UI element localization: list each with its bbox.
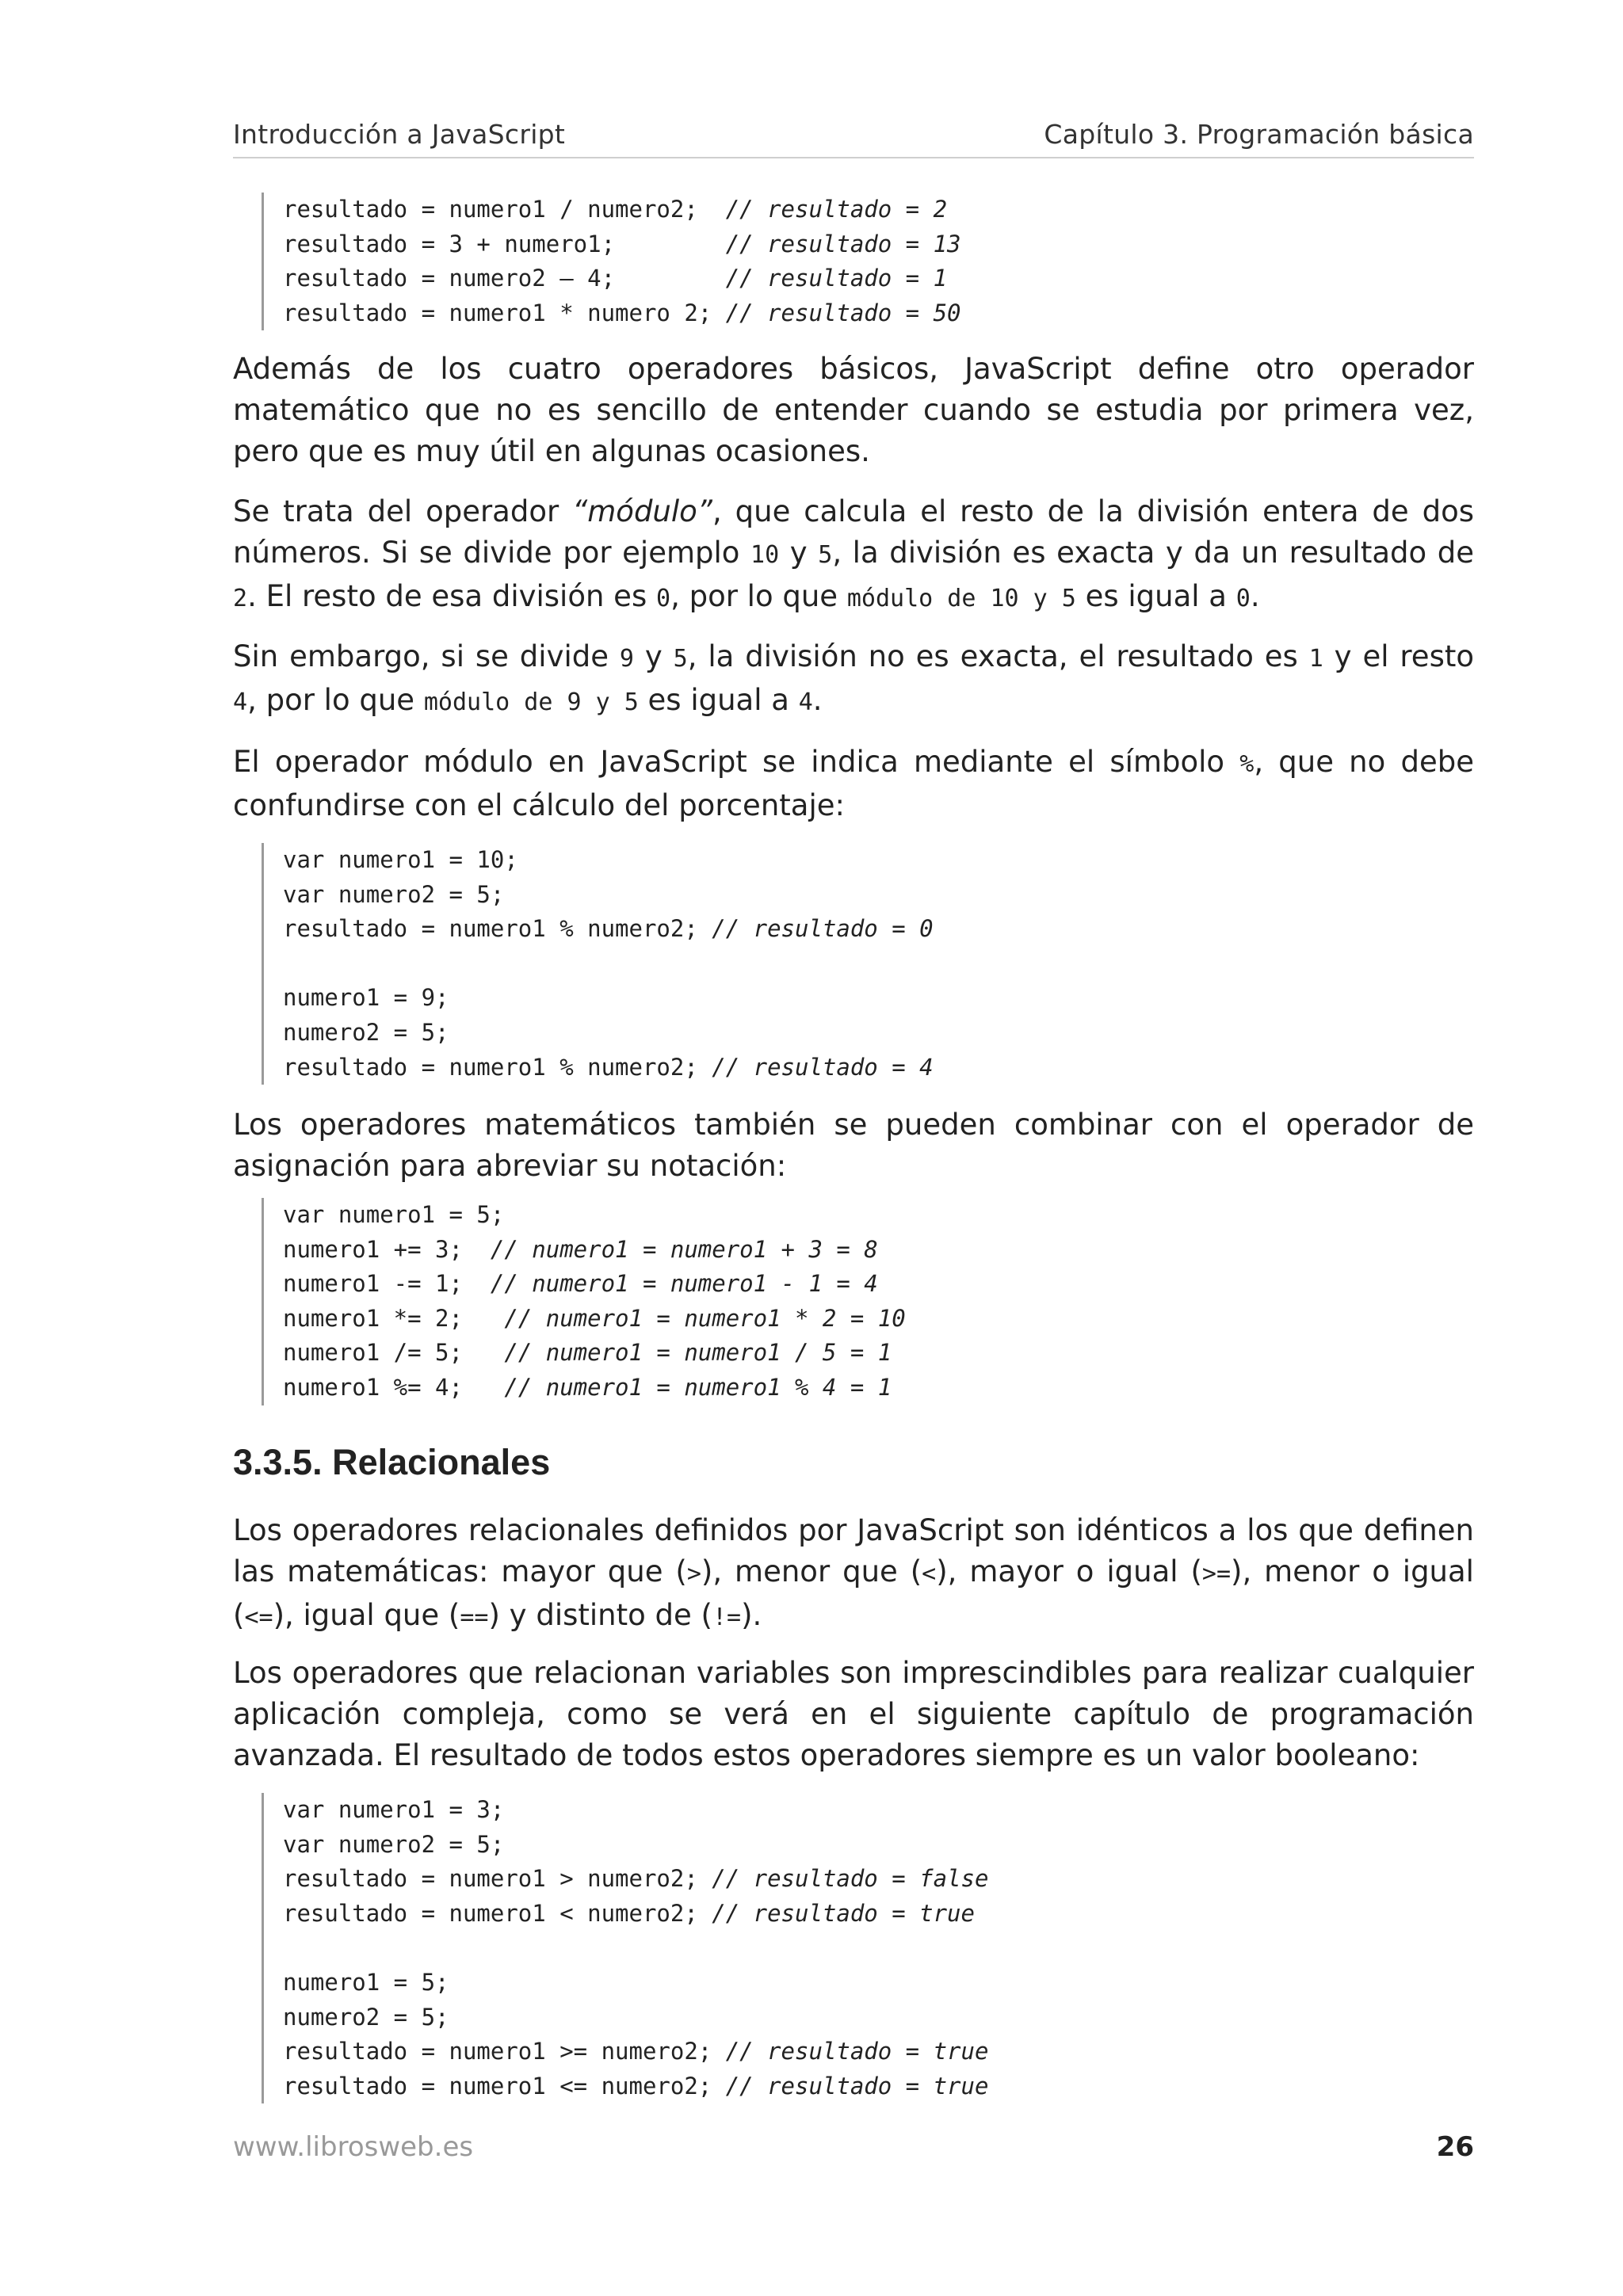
code-text: numero2 = 5; — [283, 2003, 449, 2031]
code-block-modulo — [262, 843, 934, 1085]
footer-website-link[interactable]: www.librosweb.es — [233, 2131, 474, 2163]
code-line — [283, 1371, 906, 1405]
code-line — [283, 227, 961, 262]
text-span: ), menor o igual ( — [233, 1554, 1474, 1632]
code-comment: // resultado = false — [712, 1865, 989, 1893]
inline-code: 0 — [1235, 585, 1251, 612]
code-text: resultado = 3 + numero1; — [283, 230, 726, 257]
text-span: Los operadores relacionales definidos por JavaScript son idénticos a los que definen las matemáticas: mayor que ( — [233, 1513, 1474, 1589]
code-comment: // resultado = 13 — [725, 230, 961, 257]
code-text: resultado = numero2 – 4; — [283, 265, 726, 292]
inline-code: > — [686, 1560, 701, 1588]
inline-code: <= — [244, 1604, 273, 1631]
text-span: El operador módulo en JavaScript se indica mediante el símbolo — [233, 745, 1240, 779]
inline-code: >= — [1201, 1560, 1232, 1588]
text-span: , la división es exacta y da un resultado de — [832, 536, 1474, 570]
code-line — [283, 1828, 988, 1863]
text-span: ), mayor o igual ( — [936, 1554, 1202, 1589]
inline-code: 2 — [233, 585, 248, 612]
code-comment: // resultado = 0 — [712, 915, 934, 943]
code-line — [283, 1793, 988, 1828]
code-line — [283, 261, 961, 296]
code-text: resultado = numero1 / numero2; — [283, 196, 726, 223]
code-line — [283, 1336, 906, 1371]
code-text: numero1 += 3; — [283, 1235, 491, 1263]
code-text: resultado = numero1 >= numero2; — [283, 2038, 726, 2065]
code-text: resultado = numero1 % numero2; — [283, 1053, 712, 1081]
header-chapter-title: Capítulo 3. Programación básica — [1044, 119, 1474, 150]
inline-code: 4 — [233, 688, 248, 716]
code-comment: // numero1 = numero1 / 5 = 1 — [504, 1339, 892, 1367]
code-line — [283, 1897, 988, 1932]
code-text: numero1 = 5; — [283, 1968, 449, 1996]
inline-code: != — [712, 1604, 742, 1631]
inline-code: 1 — [1308, 645, 1323, 673]
code-line — [283, 981, 934, 1016]
inline-code: 5 — [818, 541, 833, 569]
header-book-title: Introducción a JavaScript — [233, 119, 566, 150]
code-text: var numero2 = 5; — [283, 880, 505, 908]
code-comment: // resultado = 4 — [712, 1053, 934, 1081]
text-span: es igual a — [1075, 579, 1236, 613]
code-line — [283, 1302, 906, 1337]
inline-code: 5 — [673, 645, 688, 673]
section-heading: 3.3.5. Relacionales — [233, 1442, 551, 1482]
text-span: ) y distinto de ( — [488, 1598, 712, 1632]
inline-code: < — [922, 1560, 937, 1588]
code-comment: // resultado = true — [725, 2072, 989, 2100]
code-text: numero1 /= 5; — [283, 1339, 505, 1367]
code-line — [283, 1966, 988, 2000]
inline-code: módulo de 10 y 5 — [846, 585, 1076, 612]
code-line — [283, 843, 934, 878]
code-text: numero1 -= 1; — [283, 1270, 491, 1298]
code-line — [283, 296, 961, 331]
text-span: y — [779, 536, 819, 570]
page-header — [233, 119, 1474, 158]
inline-code: 4 — [798, 688, 813, 716]
code-line — [283, 1931, 988, 1966]
code-line — [283, 1862, 988, 1897]
code-text: var numero1 = 5; — [283, 1201, 505, 1228]
code-line — [283, 1016, 934, 1051]
code-text: resultado = numero1 < numero2; — [283, 1899, 712, 1927]
text-span: . — [1250, 579, 1260, 613]
code-comment: // resultado = 50 — [725, 299, 961, 326]
code-block-division — [262, 193, 961, 330]
code-line — [283, 1051, 934, 1085]
code-comment: // numero1 = numero1 % 4 = 1 — [504, 1373, 892, 1401]
text-span: , la división no es exacta, el resultado es — [687, 639, 1309, 673]
code-text: resultado = numero1 * numero 2; — [283, 299, 726, 326]
code-line — [283, 2000, 988, 2035]
inline-code: módulo de 9 y 5 — [423, 688, 639, 716]
code-block-relacionales — [262, 1793, 988, 2103]
code-comment: // numero1 = numero1 + 3 = 8 — [490, 1235, 878, 1263]
code-text: resultado = numero1 % numero2; — [283, 915, 712, 943]
code-comment: // resultado = true — [725, 2038, 989, 2065]
text-span: . — [812, 683, 823, 717]
code-text: resultado = numero1 <= numero2; — [283, 2072, 726, 2100]
code-line — [283, 912, 934, 947]
emphasis-modulo: “módulo” — [572, 494, 712, 528]
text-span: y el resto — [1323, 639, 1474, 673]
inline-code: 10 — [750, 541, 780, 569]
text-span: Se trata del operador — [233, 494, 573, 528]
text-span: , que calcula el resto de la división entera de dos números. Si se divide por ejemplo — [233, 494, 1474, 570]
code-text: var numero1 = 10; — [283, 846, 518, 873]
code-line — [283, 2069, 988, 2104]
code-text: numero1 *= 2; — [283, 1304, 505, 1332]
code-block-asignacion — [262, 1198, 906, 1405]
inline-code: 0 — [656, 585, 671, 612]
text-span: y — [633, 639, 674, 673]
paragraph-operadores-asignacion: Los operadores matemáticos también se pueden combinar con el operador de asignación para abreviar su notación: — [233, 1108, 1474, 1183]
code-line — [283, 947, 934, 982]
code-text: numero2 = 5; — [283, 1018, 449, 1046]
paragraph-operador-modulo — [233, 491, 1474, 620]
paragraph-valor-booleano: Los operadores que relacionan variables son imprescindibles para realizar cualquier aplicación compleja, como se verá en el siguiente capítulo de programación avanzada. El resultado de todos estos operadores siempre es un valor booleano: — [233, 1656, 1474, 1772]
code-text: resultado = numero1 > numero2; — [283, 1865, 712, 1893]
inline-code: % — [1239, 750, 1254, 778]
code-text: numero1 %= 4; — [283, 1373, 505, 1401]
code-line — [283, 1267, 906, 1302]
text-span: , que no debe confundirse con el cálculo del porcentaje: — [233, 745, 1474, 822]
inline-code: == — [460, 1604, 489, 1631]
text-span: , por lo que — [247, 683, 424, 717]
text-span: ). — [741, 1598, 762, 1632]
text-span: , por lo que — [670, 579, 847, 613]
paragraph-division-no-exacta — [233, 636, 1474, 723]
code-comment: // resultado = 2 — [725, 196, 948, 223]
page-number: 26 — [1436, 2131, 1474, 2163]
paragraph-operador-modulo-intro: Además de los cuatro operadores básicos, JavaScript define otro operador matemático que no es sencillo de entender cuando se estudia por primera vez, pero que es muy útil en algunas ocasiones. — [233, 352, 1474, 468]
inline-code: 9 — [619, 645, 634, 673]
code-text: var numero1 = 3; — [283, 1796, 505, 1823]
code-line — [283, 2035, 988, 2069]
text-span: es igual a — [638, 683, 799, 717]
code-text: numero1 = 9; — [283, 984, 449, 1012]
code-line — [283, 878, 934, 913]
text-span: ), menor que ( — [701, 1554, 922, 1589]
code-comment: // resultado = true — [712, 1899, 975, 1927]
code-comment: // numero1 = numero1 * 2 = 10 — [504, 1304, 906, 1332]
code-line — [283, 1198, 906, 1233]
code-comment: // numero1 = numero1 - 1 = 4 — [490, 1270, 878, 1298]
code-line — [283, 193, 961, 227]
text-span: . El resto de esa división es — [247, 579, 656, 613]
text-span: ), igual que ( — [273, 1598, 460, 1632]
code-comment: // resultado = 1 — [725, 265, 948, 292]
code-text: var numero2 = 5; — [283, 1830, 505, 1858]
paragraph-simbolo-modulo — [233, 742, 1474, 826]
text-span: Sin embargo, si se divide — [233, 639, 620, 673]
paragraph-operadores-relacionales — [233, 1510, 1474, 1638]
code-line — [283, 1233, 906, 1268]
